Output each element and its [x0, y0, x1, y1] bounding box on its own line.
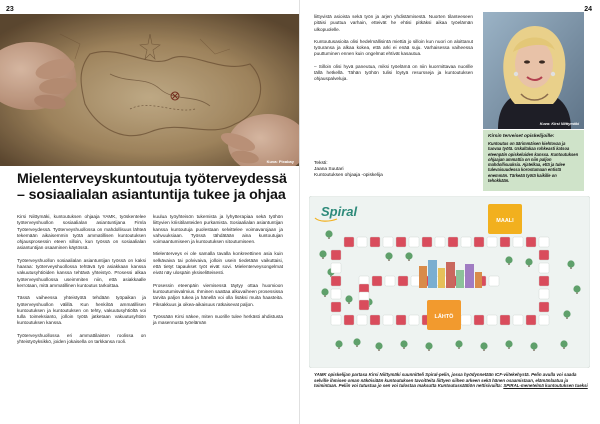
path-tile [448, 237, 458, 247]
path-tile [539, 289, 549, 299]
path-tile [331, 276, 341, 286]
path-tile [331, 289, 341, 299]
paragraph: liittyvistä asioista sekä työn ja arjen yhdistämisestä. Nuorten tilanteeseen pitäisi puuttua varhain, etteivät he ehtisi pitkäksi aikaa työelämän ulkopuolelle. [314, 14, 473, 32]
paragraph: Kirsi Niittymäki, kuntoutuksen ohjaaja YAMK, työskentelee työterveyshuollon sosiaalialan asiantuntijana Fimla Työterveydessä. Työterveyshuollossa on mahdollisuus lähteä tekemään aikaisemmin työtä ammatillisen kuntoutuksen ohjausprosessin eteen silloin, kun työssä on sosiaalialan asiantuntijan osaaminen käytössä. [17, 214, 146, 251]
path-tile [331, 250, 341, 260]
path-tile [489, 276, 499, 286]
portrait-art [483, 12, 584, 129]
path-tile [474, 237, 484, 247]
path-tile [500, 237, 510, 247]
paragraph: Prosessin eteenpäin viemisessä täytyy ottaa huomioon kuntoutumisvalmius. Ihminen saattaa alkuvaiheen prosessissa tarvita paljon tukea ja hänellä voi olla lisäksi muita haasteita. Fiksakkuus ja oikea-aikaisuus ratkaisevat paljon. [153, 282, 283, 307]
article-credits [314, 161, 383, 180]
paragraph: Työterveyshuollossa eri ammattilaisten roolissa on yhteistyöyksikkö, joiden jokaisella on tarkkansa rooli. [17, 332, 146, 345]
page-number: 23 [6, 6, 14, 13]
goal-label: MAALI [496, 218, 514, 224]
path-tile [398, 276, 408, 286]
path-tile [487, 315, 497, 325]
paragraph: kuulua työyhteisön tukemista ja lyhytterapiaa sekä työhön liittyvien kriisitilanteiden purkamista. Sosiaalialan asiantuntijan kanssa kuntoutuja puolestaan selvittelee voimavarojaan ja vahvuuksiaan. Työssä tähdätään aina kuntoutujan voimaantumiseen ja kuntoutuksen sitoutumiseen. [153, 214, 283, 245]
path-tile [396, 237, 406, 247]
path-tile [461, 237, 471, 247]
path-tile [500, 315, 510, 325]
path-tile [383, 237, 393, 247]
game-caption [314, 372, 590, 389]
spiral-logo: Spiral [321, 204, 358, 219]
path-tile [487, 237, 497, 247]
headline-line-1: Mielenterveyskuntoutuja työterveydessä [17, 171, 287, 187]
paragraph: Kuntoutusasioita olisi hedelmällisintä miettiä jo silloin kun nuori on aloittanut työuransa ja alkaa kokea, että arki ei enää suju. Varhaisessa vaiheessa puuttuminen ennen kuin ongelmat ehtivät kasautua. [314, 38, 473, 57]
page-number: 24 [584, 6, 592, 13]
student-greetings-box [483, 130, 584, 191]
greetings-body: Kuntoutus on äärimmäisen kiehtovaa ja tuovaa työtä. Uskaltakaa rohkeasti katsoa eteenpäin opiskeluiden kanssa. Kuntoutuksen ohjaajan ammattia on niin paljon mahdollisuuksia. Ajatelkaa, että ja tulee tulevaisuudessa korostumaan entistä enemmän. Tärkeää työtä kaikille on tehokkään. [488, 141, 579, 184]
path-tile [385, 276, 395, 286]
portrait-photo [483, 12, 584, 129]
goal-square [488, 204, 522, 234]
paragraph: Työterveyshuollon sosiaalialan asiantuntijan työssä on kaksi haaraa: työterveyshuollossa tehtävä työ asiakkaan kanssa vakuutusyhtiöiden kanssa tehtävä yhteistyö. Prosessi alkaa työterveyshuollossa useimmiten niin, että asiakkaalle kerrotaan, mitä ammatillinen kuntoutus tarkoittaa. [17, 257, 146, 288]
paragraph: Mielenterveys ei ole samalla tavalla konkreettinen asia kuin selkävaiva tai polvivaiva, jolloin usein tiedetään vaikuttaisi, että tietyt tapaukset työt eivät sovi. Mielenterveysongelmat eivät näy ulospäin yksiselitteisesti. [153, 251, 283, 276]
path-tile [526, 315, 536, 325]
path-tile [461, 315, 471, 325]
path-tile [344, 237, 354, 247]
left-column-2 [153, 214, 283, 326]
path-tile [539, 250, 549, 260]
path-tile [331, 263, 341, 273]
path-tile [344, 315, 354, 325]
spiral-link[interactable]: SPIRAL-menetelmä kuntoutuksen tueksi [503, 383, 588, 389]
path-tile [357, 315, 367, 325]
path-tile [513, 237, 523, 247]
map-photo-art [0, 14, 300, 166]
path-tile [370, 315, 380, 325]
city-buildings [419, 260, 482, 288]
photo-credit: Kuva: Pixabay [266, 159, 294, 164]
path-tile [331, 315, 341, 325]
start-square [427, 300, 461, 330]
path-tile [331, 302, 341, 312]
map-photo [0, 14, 300, 166]
start-label: LÄHTÖ [434, 314, 454, 320]
credit-role: Kuntoutuksen ohjaaja -opiskelija [314, 173, 383, 179]
path-tile [539, 315, 549, 325]
path-tile [396, 315, 406, 325]
path-tile [359, 300, 369, 310]
path-tile [539, 263, 549, 273]
portrait-credit: Kuva: Kirsi Niittymäki [539, 122, 579, 126]
greetings-title: Kirsin terveiset opiskelijoille: [488, 134, 555, 139]
path-tile [539, 276, 549, 286]
path-tile [539, 302, 549, 312]
paragraph: – Silloin olisi hyvä paneutua, miksi työelämä on niin kuormittavaa nuorille tällä hetkellä. Tähän työhön tulisi löytyä resursseja ja kuntoutuksen ohjauspalveluja. [314, 63, 473, 82]
game-board-art [309, 196, 590, 368]
path-tile [370, 237, 380, 247]
article-headline [17, 172, 287, 203]
paragraph: Tässä vaiheessa yhteistyötä tehdään työpaikan ja työterveyshuollon välillä. Kun henkilöä ammatillisen kuntoutuksen ja kuntoutuksen on tehty, vakuutusyhtiöltä voi tulla toimeksianto, jolloin työtä jatketaan vakuutusyhtiön kuntoutuksen kanssa. [17, 295, 146, 326]
left-column-1 [17, 214, 146, 345]
path-tile [409, 315, 419, 325]
paragraph: Työssään Kirsi näkee, miten nuorille tulee herkästi ahdistusta ja masennusta työelämän [153, 313, 283, 326]
path-tile [526, 237, 536, 247]
path-tile [409, 237, 419, 247]
path-tile [422, 237, 432, 247]
credit-author: Jaana Suutari [314, 167, 344, 173]
path-tile [539, 237, 549, 247]
path-tile [372, 276, 382, 286]
path-tile [383, 315, 393, 325]
caption-text: YAMK opiskelijan partasa Kirsi Niittymäki suunnitteli Spiral-pelin, jossa hyödynnetään ICF-viitekehystä. Pelin avulla voi saada selville ihmisen oman näköisiään kuntoutuksen tavoitteita liittyen siihen arkeen sekä hänen osaamistaan, elämänlaatua ja toimintaan. Peliin voi tutustua jo sen voi tulostaa maksutta Kuntoutussäätiön nettisivuilta: [314, 372, 577, 389]
right-page [300, 0, 600, 424]
path-tile [435, 237, 445, 247]
path-tile [474, 315, 484, 325]
spiral-game-board [309, 196, 590, 368]
path-tile [513, 315, 523, 325]
path-tile [357, 237, 367, 247]
right-column-text [314, 14, 473, 83]
headline-line-2: – sosiaalialan asiantuntija tukee ja ohjaa [17, 186, 286, 203]
credit-label: Teksti: [314, 161, 328, 166]
